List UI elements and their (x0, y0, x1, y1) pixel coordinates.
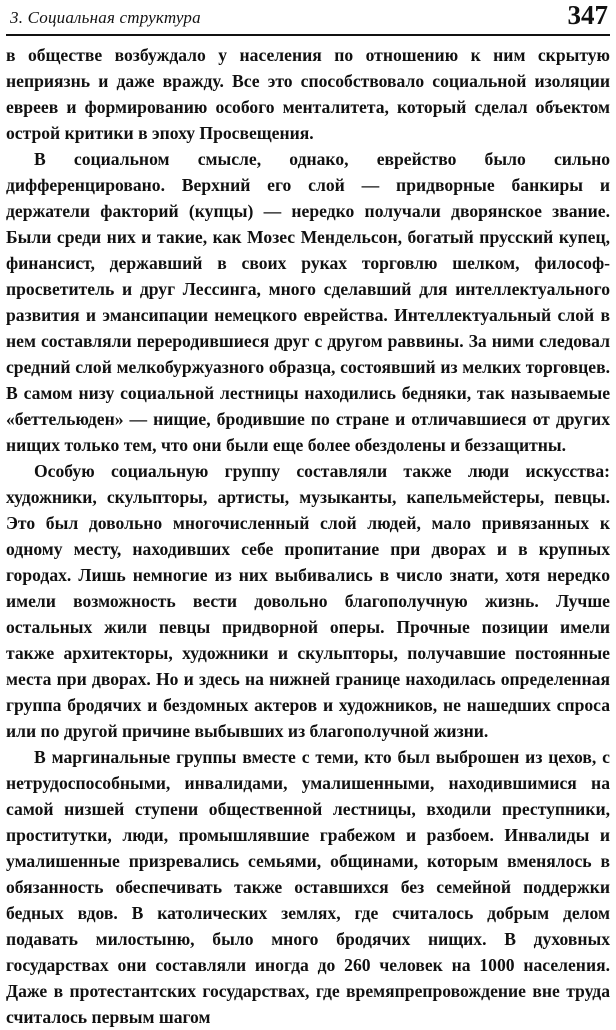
body-text (6, 42, 610, 1030)
paragraph-artists: Особую социальную группу составляли также люди искусства: художники, скульпторы, артисты, музыканты, капельмейстеры, певцы. Это был довольно многочисленный слой людей, мало привязанных к одному месту, находивших себе пропитание при дворах и в крупных городах. Лишь немногие из них выбивались в число знати, хотя нередко имели возможность вести довольно благополучную жизнь. Лучше остальных жили певцы придворной оперы. Прочные позиции имели также архитекторы, художники и скульпторы, получавшие постоянные места при дворах. Но и здесь на нижней границе находилась определенная группа бродячих и бездомных актеров и художников, не нашедших спроса или по другой причине выбывших из благополучной жизни. (6, 461, 610, 741)
paragraph-continuation: в обществе возбуждало у населения по отношению к ним скрытую неприязнь и даже вражду. Все это способствовало социальной изоляции евреев и формированию особого менталитета, который сделал объектом острой критики в эпоху Просвещения. (6, 45, 610, 143)
paragraph-jewish-society: В социальном смысле, однако, еврейство было сильно дифференцировано. Верхний его слой — придворные банкиры и держатели факторий (купцы) — нередко получали дворянское звание. Были среди них и такие, как Мозес Мендельсон, богатый прусский купец, финансист, державший в своих руках торговлю шелком, философ-просветитель и друг Лессинга, много сделавший для интеллектуального развития и эмансипации немецкого еврейства. Интеллектуальный слой в нем составляли переродившиеся друг с другом раввины. За ними следовал средний слой мелкобуржуазного образца, состоявший из мелких торговцев. В самом низу социальной лестницы находились бедняки, так называемые «беттельюден» — нищие, бродившие по стране и отличавшиеся от других нищих только тем, что они были еще более обездолены и беззащитны. (6, 149, 610, 455)
chapter-title: 3. Социальная структура (10, 8, 201, 27)
running-header (6, 0, 610, 36)
paragraph-marginal-groups: В маргинальные группы вместе с теми, кто был выброшен из цехов, с нетрудоспособными, инвалидами, умалишенными, находившимися на самой низшей ступени общественной лестницы, входили преступники, проститутки, люди, промышлявшие грабежом и разбоем. Инвалиды и умалишенные призревались семьями, общинами, которым вменялось в обязанность обеспечивать также оставшихся без семейной поддержки бедных вдов. В католических землях, где считалось добрым делом подавать милостыню, было много бродячих нищих. В духовных государствах они составляли иногда до 260 человек на 1000 населения. Даже в протестантских государствах, где времяпрепровождение вне труда считалось первым шагом (6, 747, 610, 1027)
page-number: 347 (567, 0, 608, 30)
